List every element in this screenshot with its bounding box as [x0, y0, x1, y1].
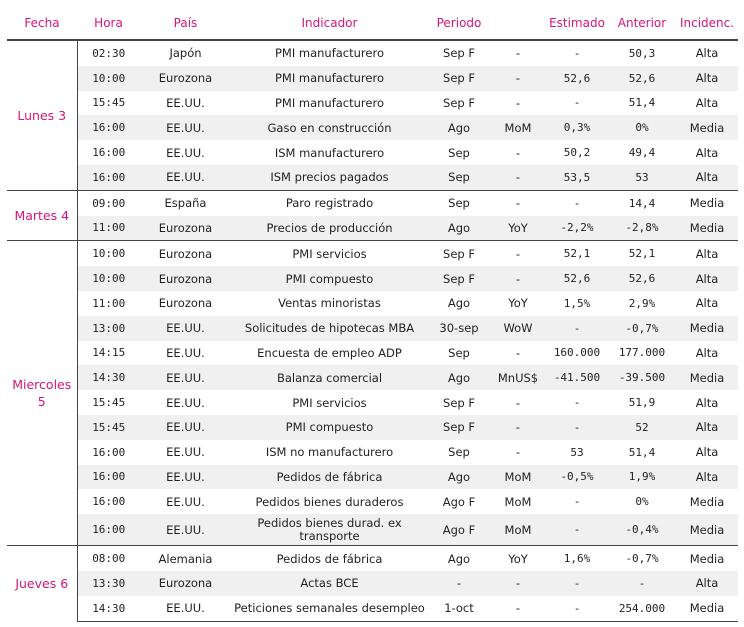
cell-hora: 14:30 — [77, 596, 140, 621]
cell-unidad: - — [515, 145, 521, 160]
cell-unidad: WoW — [490, 316, 546, 341]
cell-anterior: 49,4 — [628, 146, 656, 160]
cell-indicador: Balanza comercial — [231, 365, 428, 390]
cell-pais: EE.UU. — [140, 365, 231, 390]
table-row — [7, 514, 738, 546]
cell-hora: 15:45 — [77, 415, 140, 440]
cell-estimado: - — [546, 571, 608, 596]
cell-unidad: MoM — [504, 494, 532, 509]
table-row — [7, 596, 738, 621]
cell-indicador: PMI compuesto — [231, 415, 428, 440]
cell-indicador: ISM precios pagados — [231, 165, 428, 190]
cell-indicador: Actas BCE — [231, 571, 428, 596]
cell-periodo: Sep F — [443, 395, 475, 410]
cell-periodo: Sep — [428, 190, 490, 215]
cell-hora: 08:00 — [77, 546, 140, 571]
cell-periodo: Sep — [448, 145, 470, 160]
table-row — [7, 415, 738, 440]
cell-incidencia: Alta — [676, 241, 738, 266]
cell-anterior: -0,7% — [608, 546, 676, 571]
cell-hora: 16:00 — [77, 514, 140, 546]
cell-periodo: 1-oct — [428, 596, 490, 621]
cell-incidencia: Alta — [676, 165, 738, 190]
cell-pais: Eurozona — [140, 241, 231, 266]
cell-incidencia: Media — [676, 514, 738, 546]
table-row — [7, 266, 738, 291]
cell-indicador: Peticiones semanales desempleo — [231, 596, 428, 621]
cell-pais: EE.UU. — [140, 465, 231, 490]
cell-periodo: Ago — [447, 296, 471, 311]
cell-hora: 16:00 — [92, 146, 126, 160]
cell-indicador: Precios de producción — [231, 216, 428, 241]
cell-indicador: Pedidos de fábrica — [231, 465, 428, 490]
cell-estimado: 1,6% — [546, 546, 608, 571]
cell-estimado: 1,5% — [563, 296, 591, 310]
cell-unidad: - — [515, 95, 521, 110]
date-cell: Martes 4 — [7, 190, 77, 241]
cell-periodo: Ago F — [442, 494, 476, 509]
table-row — [7, 316, 738, 341]
cell-hora: 16:00 — [92, 445, 126, 459]
cell-indicador: PMI manufacturero — [231, 40, 428, 66]
cell-hora: 15:45 — [92, 96, 126, 110]
economic-calendar-table — [7, 7, 738, 622]
cell-pais: EE.UU. — [140, 415, 231, 440]
cell-unidad: - — [515, 445, 521, 460]
cell-estimado: 52,6 — [546, 66, 608, 91]
table-row — [7, 40, 738, 66]
cell-pais: Eurozona — [140, 216, 231, 241]
cell-estimado: -0,5% — [546, 465, 608, 490]
table-row — [7, 115, 738, 140]
cell-estimado: 0,3% — [546, 115, 608, 140]
table-row — [7, 440, 738, 465]
cell-periodo: Ago — [428, 546, 490, 571]
cell-unidad: - — [490, 266, 546, 291]
cell-estimado: 52,1 — [546, 241, 608, 266]
cell-periodo: Sep F — [428, 415, 490, 440]
cell-estimado: -2,2% — [546, 216, 608, 241]
cell-anterior: 2,9% — [628, 296, 656, 310]
cell-hora: 10:00 — [77, 266, 140, 291]
cell-incidencia: Alta — [676, 571, 738, 596]
table-row — [7, 489, 738, 514]
date-cell: Lunes 3 — [7, 40, 77, 190]
table-row — [7, 140, 738, 165]
table-row — [7, 190, 738, 215]
cell-incidencia: Alta — [695, 345, 719, 360]
table-row — [7, 291, 738, 316]
cell-hora: 11:00 — [77, 216, 140, 241]
cell-unidad: - — [490, 165, 546, 190]
cell-hora: 10:00 — [77, 66, 140, 91]
cell-hora: 13:00 — [77, 316, 140, 341]
calendar-table-container — [7, 7, 738, 622]
cell-incidencia: Alta — [695, 395, 719, 410]
cell-incidencia: Alta — [676, 415, 738, 440]
cell-indicador: PMI servicios — [231, 241, 428, 266]
cell-estimado: -41.500 — [546, 365, 608, 390]
cell-pais: Eurozona — [158, 296, 213, 311]
table-row — [7, 241, 738, 266]
table-row — [7, 546, 738, 571]
cell-pais: EE.UU. — [166, 95, 205, 110]
date-cell: Miercoles 5 — [7, 241, 77, 546]
cell-incidencia: Media — [676, 596, 738, 621]
cell-indicador: Pedidos bienes duraderos — [255, 494, 404, 509]
table-row — [7, 66, 738, 91]
header-pais: País — [140, 7, 231, 40]
cell-pais: EE.UU. — [166, 345, 205, 360]
cell-hora: 09:00 — [77, 190, 140, 215]
header-estimado: Estimado — [546, 7, 608, 40]
cell-hora: 16:00 — [77, 165, 140, 190]
cell-periodo: Sep F — [428, 266, 490, 291]
cell-periodo: - — [428, 571, 490, 596]
cell-hora: 16:00 — [77, 465, 140, 490]
cell-estimado: - — [573, 495, 581, 509]
table-row — [7, 341, 738, 366]
cell-incidencia: Alta — [695, 296, 719, 311]
cell-pais: EE.UU. — [166, 445, 205, 460]
header-indicador: Indicador — [231, 7, 428, 40]
cell-periodo: Sep F — [428, 40, 490, 66]
cell-incidencia: Media — [676, 115, 738, 140]
cell-periodo: Ago — [428, 365, 490, 390]
cell-hora: 14:30 — [77, 365, 140, 390]
cell-anterior: 0% — [608, 115, 676, 140]
header-fecha: Fecha — [7, 7, 77, 40]
cell-unidad: - — [490, 415, 546, 440]
cell-hora: 13:30 — [77, 571, 140, 596]
cell-periodo: Ago F — [428, 514, 490, 546]
cell-anterior: 51,9 — [628, 396, 656, 410]
cell-anterior: 53 — [608, 165, 676, 190]
cell-anterior: 52 — [608, 415, 676, 440]
calendar-body — [7, 40, 738, 621]
cell-pais: España — [140, 190, 231, 215]
table-row — [7, 571, 738, 596]
cell-pais: EE.UU. — [140, 115, 231, 140]
cell-anterior: 177.000 — [618, 346, 666, 360]
cell-anterior: -2,8% — [608, 216, 676, 241]
cell-hora: 02:30 — [77, 40, 140, 66]
cell-estimado: 53 — [570, 445, 584, 459]
cell-indicador: Ventas minoristas — [278, 296, 381, 311]
cell-indicador: Encuesta de empleo ADP — [257, 345, 402, 360]
cell-hora: 10:00 — [77, 241, 140, 266]
cell-unidad: MnUS$ — [490, 365, 546, 390]
cell-estimado: 160.000 — [553, 346, 601, 360]
cell-anterior: 1,9% — [608, 465, 676, 490]
cell-unidad: MoM — [490, 115, 546, 140]
cell-indicador: Pedidos bienes durad. ex transporte — [231, 514, 428, 546]
cell-anterior: 51,4 — [628, 445, 656, 459]
table-row — [7, 165, 738, 190]
cell-incidencia: Media — [676, 365, 738, 390]
cell-incidencia: Alta — [676, 66, 738, 91]
cell-unidad: YoY — [508, 296, 528, 311]
cell-unidad: YoY — [490, 216, 546, 241]
cell-anterior: 51,4 — [628, 96, 656, 110]
header-periodo: Periodo — [428, 7, 490, 40]
cell-incidencia: Alta — [676, 40, 738, 66]
cell-estimado: - — [546, 190, 608, 215]
cell-indicador: PMI manufacturero — [274, 95, 384, 110]
cell-indicador: Pedidos de fábrica — [231, 546, 428, 571]
cell-pais: Eurozona — [140, 571, 231, 596]
cell-incidencia: Alta — [695, 95, 719, 110]
cell-anterior: 14,4 — [608, 190, 676, 215]
cell-unidad: YoY — [490, 546, 546, 571]
cell-indicador: PMI servicios — [292, 395, 367, 410]
cell-periodo: Sep — [428, 165, 490, 190]
cell-hora: 16:00 — [92, 495, 126, 509]
header-row — [7, 7, 738, 40]
cell-anterior: 254.000 — [608, 596, 676, 621]
cell-indicador: PMI manufacturero — [231, 66, 428, 91]
cell-periodo: Sep F — [428, 66, 490, 91]
cell-hora: 14:15 — [92, 346, 126, 360]
cell-anterior: -0,4% — [608, 514, 676, 546]
cell-pais: EE.UU. — [166, 494, 205, 509]
cell-anterior: - — [608, 571, 676, 596]
cell-estimado: - — [546, 514, 608, 546]
cell-pais: EE.UU. — [140, 596, 231, 621]
cell-periodo: Sep — [448, 345, 470, 360]
cell-indicador: Solicitudes de hipotecas MBA — [231, 316, 428, 341]
cell-periodo: Sep F — [443, 95, 475, 110]
cell-incidencia: Media — [676, 546, 738, 571]
cell-estimado: 53,5 — [546, 165, 608, 190]
cell-periodo: Sep F — [428, 241, 490, 266]
cell-anterior: 0% — [635, 495, 649, 509]
cell-incidencia: Alta — [676, 266, 738, 291]
cell-hora: 11:00 — [92, 296, 126, 310]
cell-unidad: - — [515, 395, 521, 410]
table-row — [7, 365, 738, 390]
cell-indicador: ISM no manufacturero — [265, 445, 394, 460]
cell-estimado: 50,2 — [563, 146, 591, 160]
cell-incidencia: Alta — [676, 465, 738, 490]
cell-incidencia: Media — [689, 494, 725, 509]
cell-pais: EE.UU. — [140, 165, 231, 190]
cell-anterior: -0,7% — [608, 316, 676, 341]
cell-anterior: 52,6 — [608, 266, 676, 291]
cell-pais: EE.UU. — [166, 395, 205, 410]
cell-unidad: - — [490, 596, 546, 621]
header-unidad — [490, 7, 546, 40]
header-anterior: Anterior — [608, 7, 676, 40]
cell-anterior: 50,3 — [608, 40, 676, 66]
cell-periodo: Ago — [428, 216, 490, 241]
cell-estimado: - — [573, 96, 581, 110]
cell-unidad: - — [490, 40, 546, 66]
cell-incidencia: Alta — [695, 445, 719, 460]
header-incidencia: Incidenc. — [676, 7, 738, 40]
cell-indicador: ISM manufacturero — [274, 145, 385, 160]
cell-unidad: - — [490, 190, 546, 215]
cell-indicador: Paro registrado — [231, 190, 428, 215]
cell-periodo: Ago — [428, 115, 490, 140]
table-row — [7, 465, 738, 490]
cell-hora: 15:45 — [92, 396, 126, 410]
cell-incidencia: Media — [676, 216, 738, 241]
cell-periodo: 30-sep — [428, 316, 490, 341]
cell-anterior: 52,6 — [608, 66, 676, 91]
cell-pais: EE.UU. — [166, 145, 205, 160]
cell-unidad: MoM — [490, 465, 546, 490]
cell-estimado: - — [546, 596, 608, 621]
cell-anterior: 52,1 — [608, 241, 676, 266]
cell-indicador: Gaso en construcción — [231, 115, 428, 140]
cell-estimado: - — [546, 316, 608, 341]
cell-unidad: - — [490, 241, 546, 266]
cell-incidencia: Media — [676, 190, 738, 215]
cell-anterior: -39.500 — [608, 365, 676, 390]
table-row — [7, 91, 738, 116]
cell-unidad: - — [490, 571, 546, 596]
cell-pais: EE.UU. — [140, 316, 231, 341]
cell-periodo: Sep — [448, 445, 470, 460]
cell-incidencia: Alta — [695, 145, 719, 160]
table-row — [7, 390, 738, 415]
cell-unidad: - — [515, 345, 521, 360]
cell-periodo: Ago — [428, 465, 490, 490]
cell-pais: Alemania — [140, 546, 231, 571]
cell-pais: Eurozona — [140, 66, 231, 91]
cell-estimado: - — [573, 396, 581, 410]
table-row — [7, 216, 738, 241]
cell-pais: Japón — [140, 40, 231, 66]
cell-estimado: - — [546, 415, 608, 440]
cell-estimado: - — [546, 40, 608, 66]
cell-pais: EE.UU. — [140, 514, 231, 546]
cell-estimado: 52,6 — [546, 266, 608, 291]
cell-indicador: PMI compuesto — [231, 266, 428, 291]
cell-pais: Eurozona — [140, 266, 231, 291]
cell-incidencia: Media — [676, 316, 738, 341]
cell-unidad: MoM — [490, 514, 546, 546]
cell-hora: 16:00 — [77, 115, 140, 140]
header-hora: Hora — [77, 7, 140, 40]
date-cell: Jueves 6 — [7, 546, 77, 621]
cell-unidad: - — [490, 66, 546, 91]
